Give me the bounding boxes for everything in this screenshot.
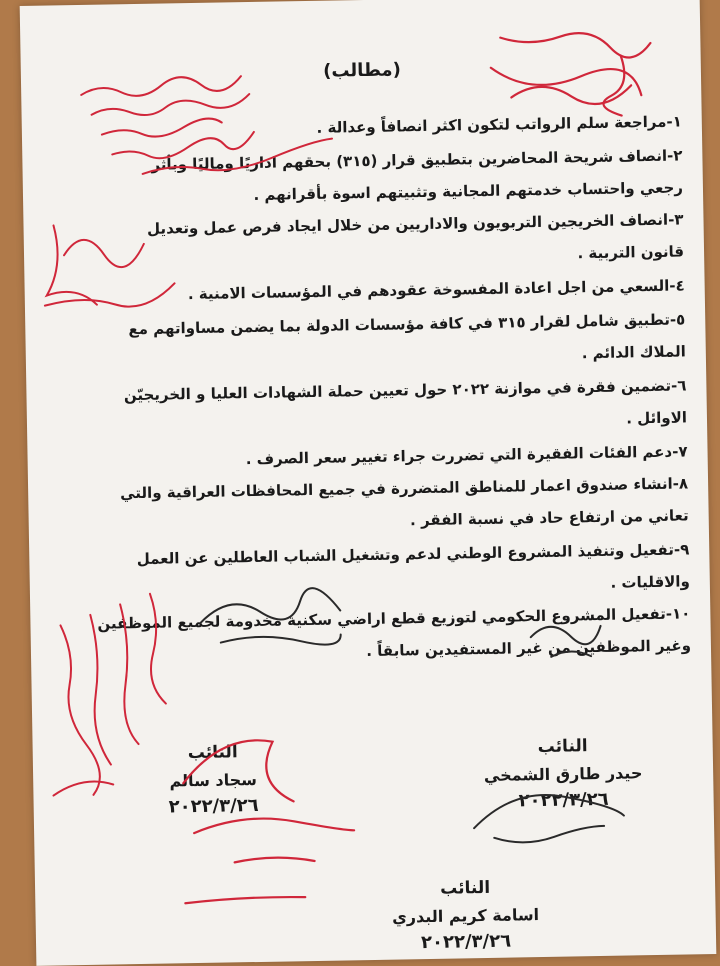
document-content <box>20 0 717 966</box>
demand-line: ٩-تفعيل وتنفيذ المشروع الوطني لدعم وتشغيل الشباب العاطلين عن العمل <box>136 540 690 569</box>
demand-line: رجعي واحتساب خدمتهم المجانية وتثبيتهم اسوة بأقرانهم . <box>253 178 684 204</box>
demand-line: ٢-انصاف شريحة المحاضرين بتطبيق قرار (٣١٥) بحقهم اداريًا وماليًا وبأثر <box>151 146 683 174</box>
signatory-name: سجاد سالم <box>169 769 258 791</box>
demand-line: الاوائل . <box>626 408 688 428</box>
demand-line: ٦-تضمين فقرة في موازنة ٢٠٢٢ حول تعيين حملة الشهادات العليا و الخريجيّن <box>123 376 687 405</box>
demand-line: الملاك الدائم . <box>581 342 686 363</box>
demand-line: وغير الموظفين من غير المستفيدين سابقاً . <box>366 636 692 661</box>
signature-block-right <box>453 735 674 813</box>
signature-title: النائب <box>537 736 588 758</box>
demand-line: تعاني من ارتفاع حاد في نسبة الفقر . <box>409 506 689 530</box>
signature-block-left <box>113 741 314 818</box>
signature-title: النائب <box>187 742 238 764</box>
document-page <box>20 0 717 966</box>
signatory-name: حيدر طارق الشمخي <box>483 763 643 786</box>
signature-block-bottom <box>345 876 586 954</box>
signatory-name: اسامة كريم البدري <box>391 905 540 927</box>
signature-date: ٢٠٢٢/٣/٢٦ <box>420 930 512 954</box>
demand-line: ٣-انصاف الخريجين التربويون والاداريين من خلال ايجاد فرص عمل وتعديل <box>146 210 684 238</box>
demand-line: ٤-السعي من اجل اعادة المفسوخة عقودهم في المؤسسات الامنية . <box>187 276 685 304</box>
demand-line: ٨-انشاء صندوق اعمار للمناطق المتضررة في جميع المحافظات العراقية والتي <box>120 474 689 503</box>
demand-line: قانون التربية . <box>577 242 685 263</box>
demand-line: والاقليات . <box>610 572 690 592</box>
demand-line: ١-مراجعة سلم الرواتب لتكون اكثر انصافاً وعدالة . <box>316 112 682 137</box>
demand-line: ١٠-تفعيل المشروع الحكومي لتوزيع قطع اراضي سكنية مخدومة لجميع الموظفين <box>97 604 691 633</box>
demand-line: ٥-تطبيق شامل لقرار ٣١٥ في كافة مؤسسات الدولة بما يضمن مساواتهم مع <box>128 310 686 339</box>
demand-line: ٧-دعم الفئات الفقيرة التي تضررت جراء تغيير سعر الصرف . <box>245 442 688 469</box>
document-title: (مطالب) <box>322 59 402 82</box>
signature-date: ٢٠٢٢/٣/٢٦ <box>518 788 609 812</box>
signature-date: ٢٠٢٢/٣/٢٦ <box>168 794 259 818</box>
signature-title: النائب <box>440 877 491 899</box>
